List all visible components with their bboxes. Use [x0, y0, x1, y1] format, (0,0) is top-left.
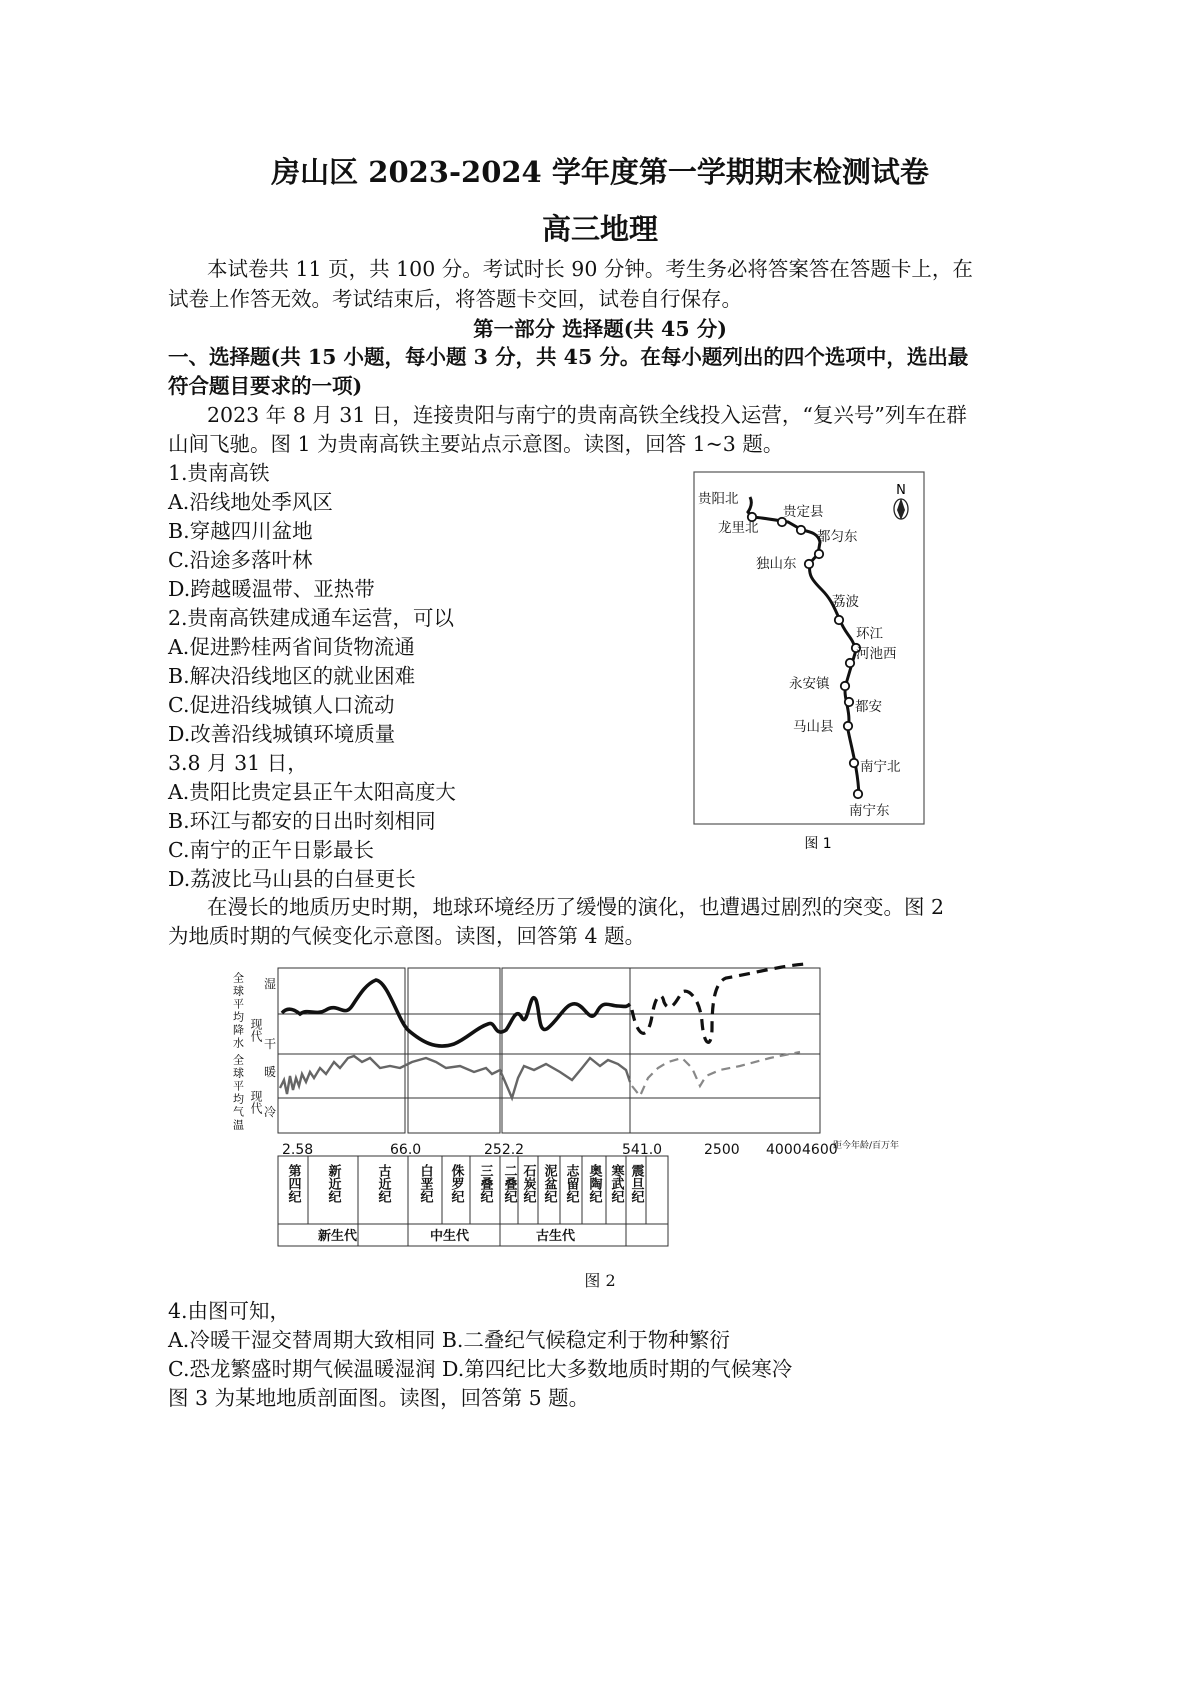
svg-text:湿: 湿: [264, 977, 277, 991]
svg-text:三叠纪: 三叠纪: [477, 1164, 493, 1203]
q4-options-line-2: C.恐龙繁盛时期气候温暖湿润 D.第四纪比大多数地质时期的气候寒冷: [168, 1357, 793, 1381]
svg-text:暖: 暖: [264, 1065, 277, 1079]
svg-text:252.2: 252.2: [484, 1142, 525, 1158]
svg-text:541.0: 541.0: [622, 1142, 663, 1158]
station-label: 环江: [856, 626, 883, 642]
figure2-climate-chart: [230, 958, 900, 1258]
station-label: 都匀东: [817, 529, 858, 545]
svg-text:4000: 4000: [766, 1142, 802, 1158]
svg-text:石炭纪: 石炭纪: [520, 1164, 536, 1203]
svg-text:侏罗纪: 侏罗纪: [448, 1164, 464, 1203]
svg-text:泥盆纪: 泥盆纪: [541, 1164, 557, 1203]
precambrian-box: [630, 968, 820, 1133]
intro-line-1: 本试卷共 11 页，共 100 分。考试时长 90 分钟。考生务必将答案答在答题卡上，在: [207, 257, 973, 281]
q2-option-d: D.改善沿线城镇环境质量: [168, 722, 396, 746]
figure1-railway-map: [690, 470, 930, 855]
station-label: 独山东: [756, 556, 797, 572]
part-heading: 第一部分 选择题(共 45 分): [473, 317, 727, 341]
station-label: 都安: [855, 699, 882, 715]
passage1-line-2: 山间飞驰。图 1 为贵南高铁主要站点示意图。读图，回答 1~3 题。: [168, 432, 784, 456]
passage2-line-2: 为地质时期的气候变化示意图。读图，回答第 4 题。: [168, 924, 646, 948]
svg-text:古生代: 古生代: [536, 1229, 576, 1244]
svg-text:志留纪: 志留纪: [563, 1164, 579, 1203]
q1-stem: 1.贵南高铁: [168, 461, 270, 485]
axis-unit-label: 距今年龄/百万年: [833, 1141, 900, 1151]
q2-option-a: A.促进黔桂两省间货物流通: [168, 635, 415, 659]
instruction-line-2: 符合题目要求的一项): [168, 374, 363, 398]
passage3-line: 图 3 为某地地质剖面图。读图，回答第 5 题。: [168, 1386, 590, 1410]
station-label: 永安镇: [789, 676, 830, 692]
q3-option-c: C.南宁的正午日影最长: [168, 838, 374, 862]
q3-stem: 3.8 月 31 日，: [168, 751, 308, 775]
temp-curve: [280, 1056, 630, 1098]
figure2-caption: 图 2: [584, 1271, 616, 1290]
mesozoic-box: [408, 968, 500, 1133]
q3-option-a: A.贵阳比贵定县正午太阳高度大: [168, 780, 456, 804]
q1-option-c: C.沿途多落叶林: [168, 548, 313, 572]
period-labels: [286, 1163, 645, 1204]
north-arrow-icon: [894, 483, 908, 520]
q4-options-line-1: A.冷暖干湿交替周期大致相同 B.二叠纪气候稳定利于物种繁衍: [168, 1328, 730, 1352]
figure1-caption: 图 1: [804, 836, 832, 852]
passage1-line-1: 2023 年 8 月 31 日，连接贵阳与南宁的贵南高铁全线投入运营，“复兴号”列车在群: [207, 403, 967, 427]
q2-stem: 2.贵南高铁建成通车运营，可以: [168, 606, 455, 630]
precip-curve-projected: [632, 964, 805, 1042]
temp-curve-projected: [632, 1052, 800, 1096]
svg-text:奥陶纪: 奥陶纪: [586, 1164, 602, 1203]
q3-option-b: B.环江与都安的日出时刻相同: [168, 809, 436, 833]
svg-text:2.58: 2.58: [282, 1142, 314, 1158]
svg-text:2500: 2500: [704, 1142, 740, 1158]
svg-text:中生代: 中生代: [430, 1229, 470, 1244]
svg-text:N: N: [896, 483, 906, 498]
svg-text:寒武纪: 寒武纪: [608, 1164, 624, 1203]
q4-stem: 4.由图可知，: [168, 1299, 291, 1323]
paleozoic-box: [502, 968, 630, 1133]
temp-axis-label-vertical: 全球平均气温: [231, 1054, 245, 1132]
station-label: 河池西: [856, 646, 897, 662]
q3-option-d: D.荔波比马山县的白昼更长: [168, 867, 416, 891]
svg-text:震旦纪: 震旦纪: [628, 1164, 644, 1203]
precip-curve: [282, 980, 630, 1046]
svg-text:新近纪: 新近纪: [325, 1164, 341, 1203]
station-label: 贵定县: [783, 504, 824, 520]
station-label: 南宁东: [849, 803, 890, 819]
svg-text:白垩纪: 白垩纪: [417, 1164, 433, 1203]
svg-text:二叠纪: 二叠纪: [501, 1164, 517, 1203]
svg-text:第四纪: 第四纪: [285, 1164, 301, 1203]
svg-text:新生代: 新生代: [318, 1229, 358, 1244]
svg-text:现代: 现代: [249, 1090, 263, 1114]
station-label: 南宁北: [860, 759, 901, 775]
era-labels: [318, 1228, 576, 1244]
station-label: 龙里北: [718, 520, 759, 536]
instruction-line-1: 一、选择题(共 15 小题，每小题 3 分，共 45 分。在每小题列出的四个选项中，选出最: [168, 345, 969, 369]
cenozoic-box: [278, 968, 405, 1133]
svg-text:66.0: 66.0: [390, 1142, 422, 1158]
svg-text:4600: 4600: [802, 1142, 838, 1158]
q2-option-b: B.解决沿线地区的就业困难: [168, 664, 416, 688]
svg-text:干: 干: [264, 1037, 277, 1051]
q2-option-c: C.促进沿线城镇人口流动: [168, 693, 395, 717]
q1-option-b: B.穿越四川盆地: [168, 519, 313, 543]
q1-option-a: A.沿线地处季风区: [168, 490, 333, 514]
subject-title: 高三地理: [541, 212, 658, 246]
station-label: 贵阳北: [698, 491, 739, 507]
svg-text:现代: 现代: [249, 1018, 263, 1042]
svg-text:古近纪: 古近纪: [375, 1164, 391, 1203]
station-label: 马山县: [793, 719, 834, 735]
exam-title: 房山区 2023-2024 学年度第一学期期末检测试卷: [271, 155, 929, 189]
svg-text:冷: 冷: [264, 1105, 277, 1119]
station-label: 荔波: [832, 594, 859, 610]
axis-qualifiers: [249, 977, 276, 1119]
q1-option-d: D.跨越暖温带、亚热带: [168, 577, 375, 601]
intro-line-2: 试卷上作答无效。考试结束后，将答题卡交回，试卷自行保存。: [168, 287, 742, 311]
precip-axis-label-vertical: 全球平均降水: [231, 972, 245, 1050]
passage2-line-1: 在漫长的地质历史时期，地球环境经历了缓慢的演化，也遭遇过剧烈的突变。图 2: [207, 895, 945, 919]
